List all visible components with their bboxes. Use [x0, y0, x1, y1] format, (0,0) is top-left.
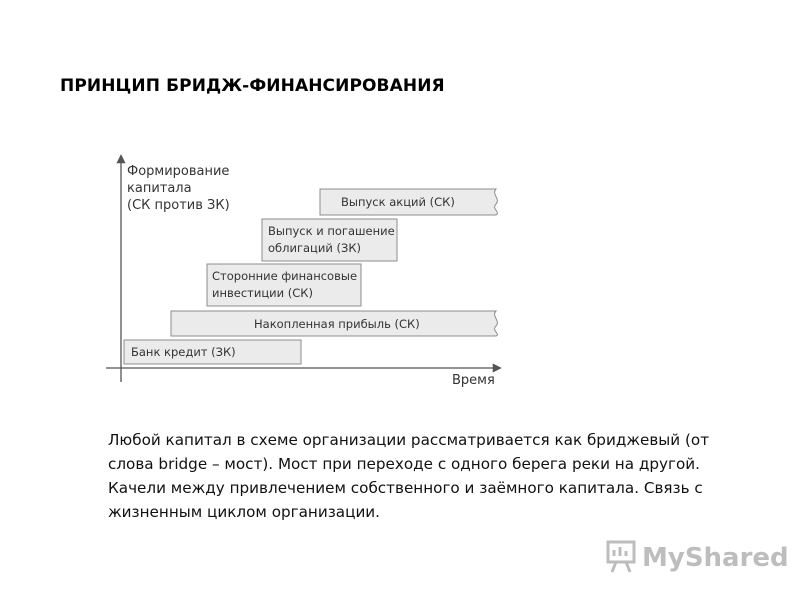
- x-axis-label: Время: [452, 373, 495, 388]
- stage-third-party-investments-label-line-2: инвестиции (СК): [212, 286, 313, 300]
- stage-bond-issue: [262, 219, 397, 261]
- slide-title: ПРИНЦИП БРИДЖ-ФИНАНСИРОВАНИЯ: [60, 76, 445, 96]
- watermark: [604, 536, 789, 576]
- watermark-text: MyShared: [642, 543, 789, 573]
- stage-share-issue-label: Выпуск акций (СК): [341, 195, 455, 209]
- stage-bank-credit-label: Банк кредит (ЗК): [131, 345, 236, 359]
- stage-third-party-investments-label-line-1: Сторонние финансовые: [212, 269, 358, 283]
- stage-third-party-investments: [207, 264, 361, 306]
- y-axis-label-line-3: (СК против ЗК): [127, 198, 230, 213]
- stage-bond-issue-label-line-2: облигаций (ЗК): [268, 241, 361, 255]
- presentation-screen-icon: [608, 542, 634, 572]
- stage-accumulated-profit: [171, 311, 497, 336]
- y-axis-label-line-2: капитала: [127, 181, 192, 196]
- stage-bond-issue-label-line-1: Выпуск и погашение: [268, 224, 395, 238]
- stage-share-issue: [320, 189, 497, 215]
- slide-description: Любой капитал в схеме организации рассматривается как бриджевый (от слова bridge – мост). Мост при переходе с одного берега реки на другой. Качели между привлечением собственного и заёмного капитала. Связь с жизненным циклом организации.: [108, 431, 710, 521]
- y-axis-label-line-1: Формирование: [127, 164, 230, 179]
- stage-accumulated-profit-label: Накопленная прибыль (СК): [254, 317, 420, 331]
- stage-bank-credit: [124, 340, 301, 364]
